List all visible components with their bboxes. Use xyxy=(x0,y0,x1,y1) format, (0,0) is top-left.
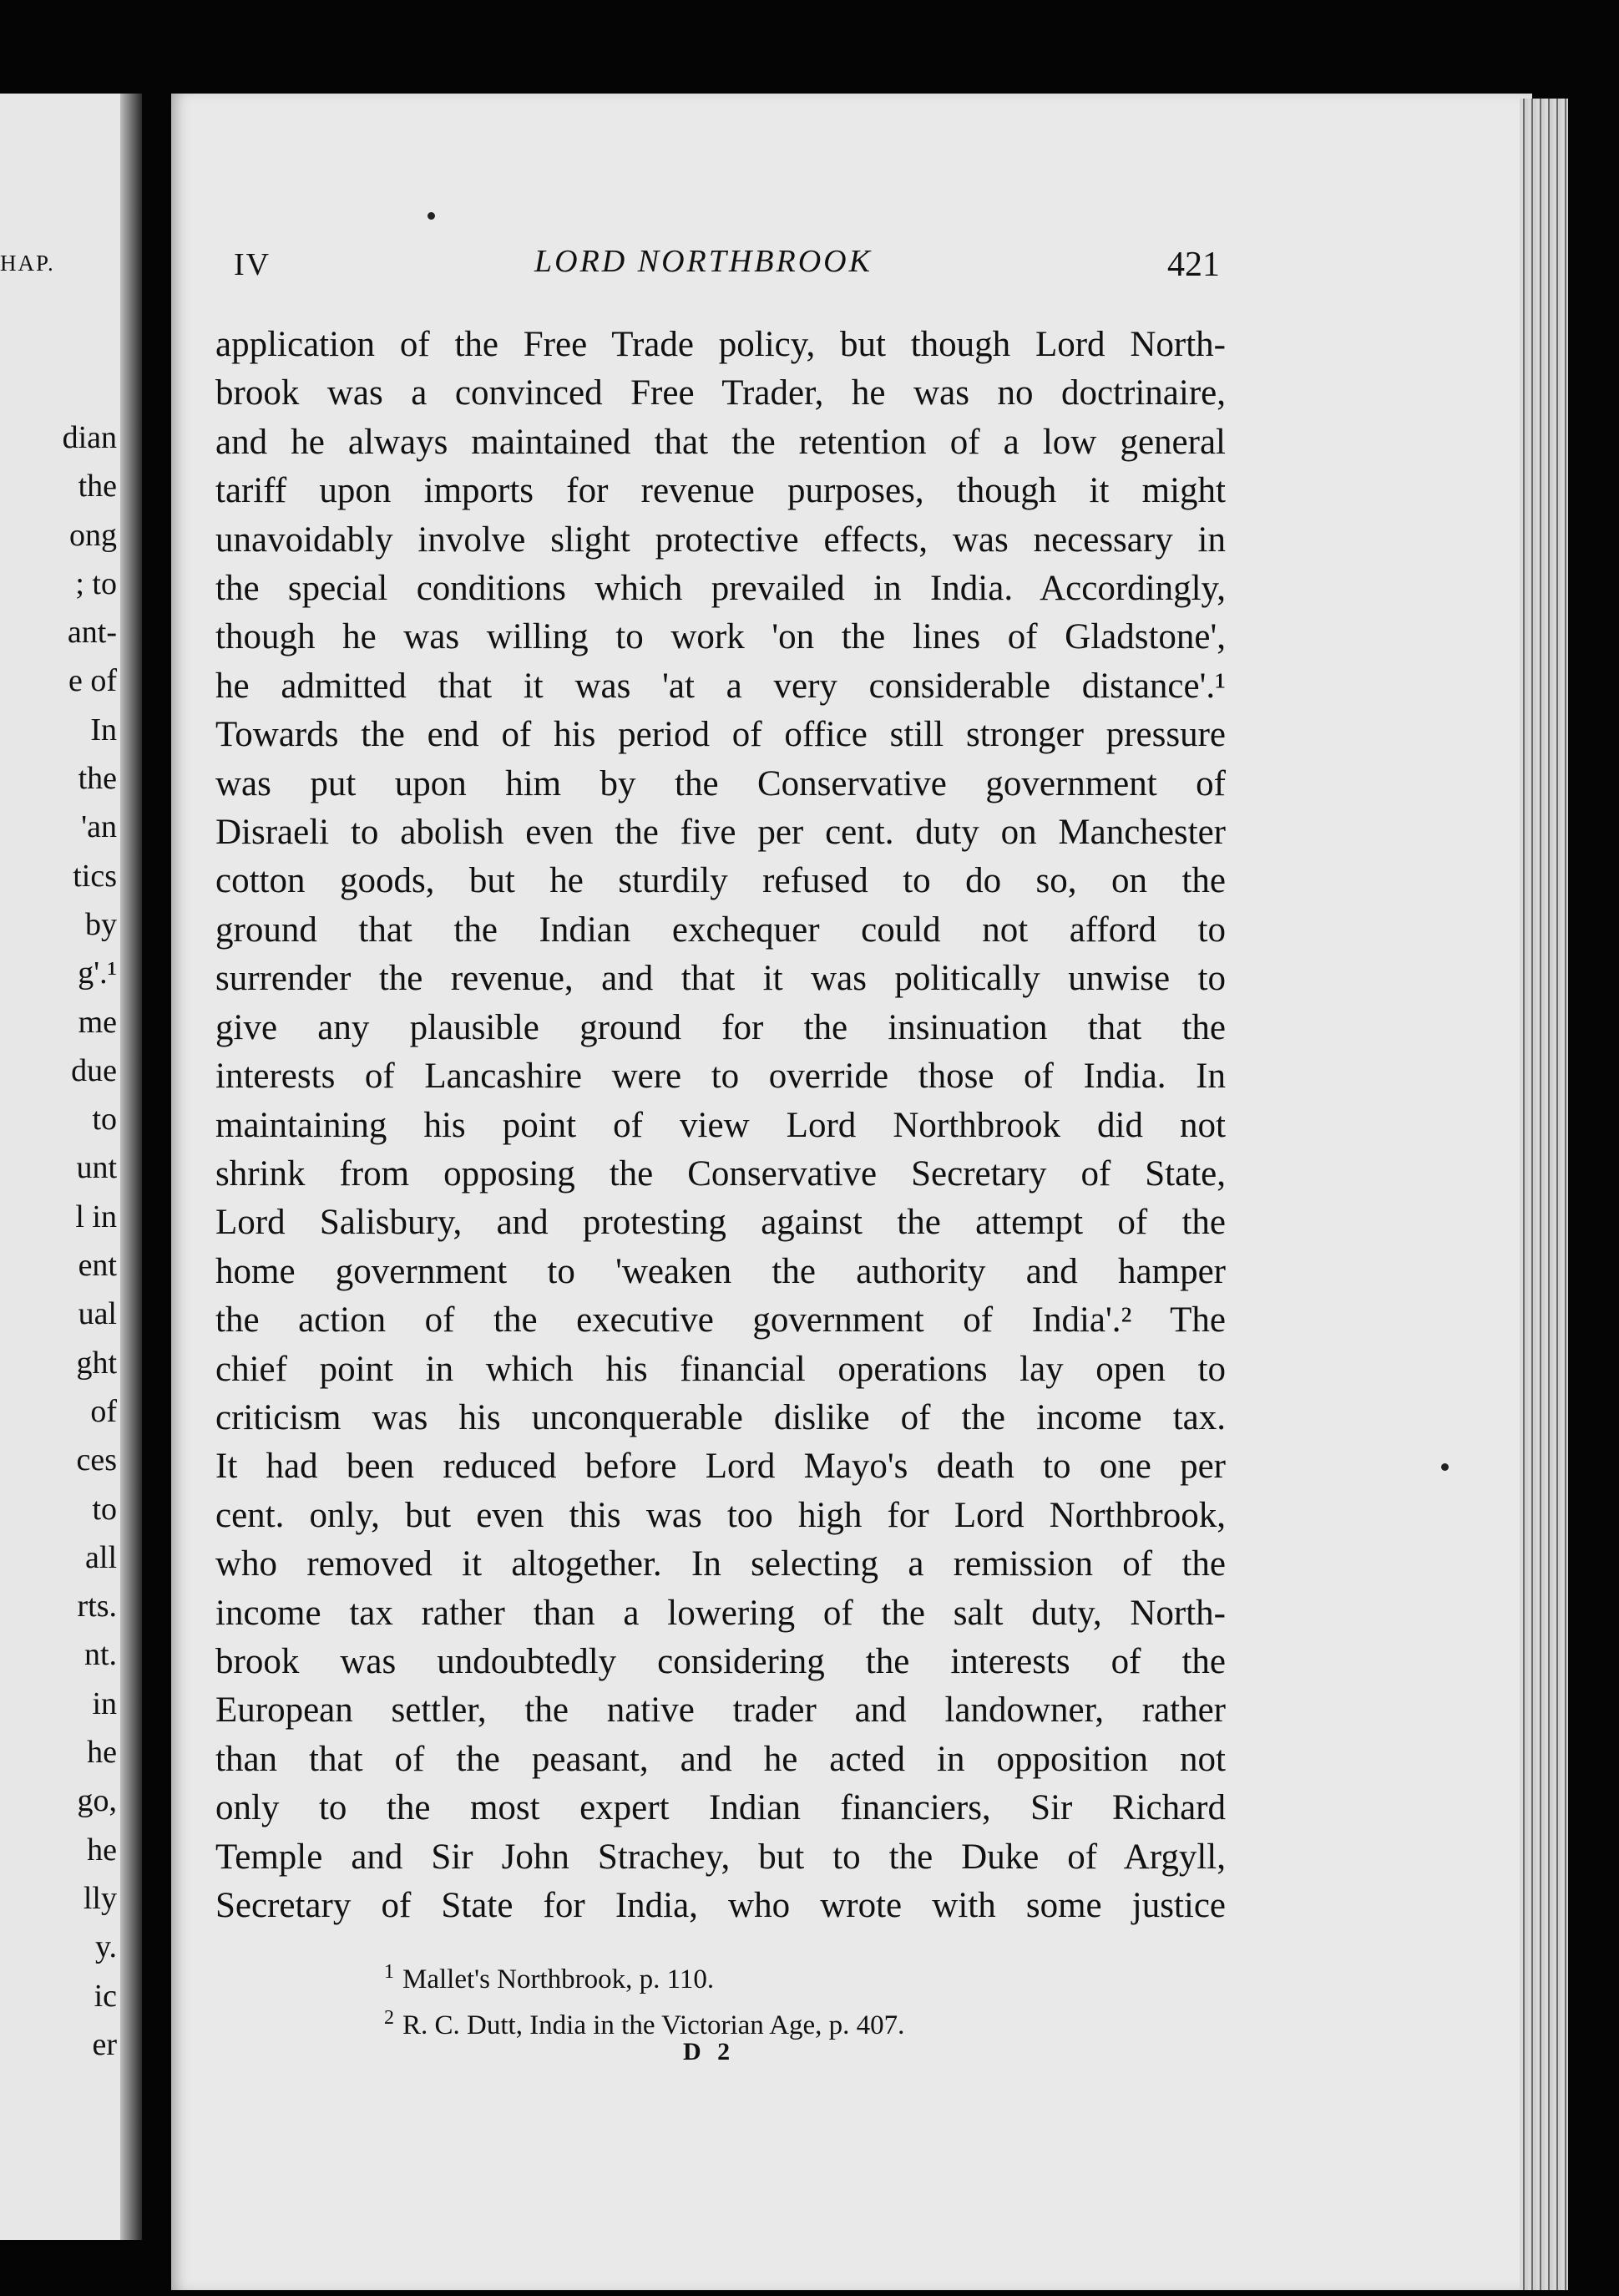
facing-page-line-fragment: 'an xyxy=(81,809,117,845)
facing-page-line-fragment: ong xyxy=(69,517,117,553)
text-line: chief point in which his financial operations lay open to xyxy=(215,1349,1226,1389)
facing-page-line-fragment: of xyxy=(90,1393,117,1429)
text-line: was put upon him by the Conservative government of xyxy=(215,763,1226,803)
footnote xyxy=(384,1999,1136,2045)
facing-page-line-fragment: dian xyxy=(62,420,117,455)
text-line: and he always maintained that the retention of a low general xyxy=(215,422,1226,462)
facing-page-line-fragment: ent xyxy=(78,1248,117,1284)
text-line: ground that the Indian exchequer could not afford to xyxy=(215,910,1226,950)
text-line: than that of the peasant, and he acted in opposition not xyxy=(215,1739,1226,1779)
text-line: unavoidably involve slight protective effects, was necessary in xyxy=(215,520,1226,560)
page-gutter-shadow xyxy=(120,94,142,2240)
text-line: cent. only, but even this was too high for Lord Northbrook, xyxy=(215,1495,1226,1535)
text-line: give any plausible ground for the insinuation that the xyxy=(215,1007,1226,1047)
footnote xyxy=(384,1953,1136,1999)
facing-page-line-fragment: the xyxy=(78,469,117,504)
facing-page-line-fragment: l in xyxy=(75,1199,117,1234)
text-line: Temple and Sir John Strachey, but to the Duke of Argyll, xyxy=(215,1837,1226,1877)
facing-page-line-fragment: me xyxy=(78,1004,117,1040)
text-line: Lord Salisbury, and protesting against the attempt of the xyxy=(215,1203,1226,1243)
signature-mark: D 2 xyxy=(683,2038,736,2065)
text-line: the special conditions which prevailed in India. Accordingly, xyxy=(215,569,1226,609)
facing-page-line-fragment: tics xyxy=(73,858,117,894)
facing-page-line-fragment: he xyxy=(87,1832,117,1868)
text-line: though he was willing to work 'on the lines of Gladstone', xyxy=(215,617,1226,657)
facing-page-line-fragment: ant- xyxy=(67,615,117,651)
text-line: who removed it altogether. In selecting a remission of the xyxy=(215,1544,1226,1584)
footnote-text: Mallet's Northbrook, p. 110. xyxy=(402,1964,715,1994)
text-line: application of the Free Trade policy, but though Lord North- xyxy=(215,325,1226,364)
text-line: surrender the revenue, and that it was politically unwise to xyxy=(215,959,1226,999)
facing-page-line-fragment: y. xyxy=(94,1929,117,1965)
facing-page-line-fragment: In xyxy=(90,712,117,748)
text-line: Towards the end of his period of office still stronger pressure xyxy=(215,715,1226,755)
facing-page-line-fragment: by xyxy=(85,906,117,942)
footnote-number: 1 xyxy=(384,1961,394,1983)
facing-page-line-fragment: go, xyxy=(77,1783,117,1819)
text-line: income tax rather than a lowering of the salt duty, North- xyxy=(215,1593,1226,1633)
text-line: he admitted that it was 'at a very considerable distance'.¹ xyxy=(215,666,1226,706)
facing-page-line-fragment: ; to xyxy=(75,565,117,601)
facing-page-line-fragment: e of xyxy=(68,663,117,699)
text-line: European settler, the native trader and landowner, rather xyxy=(215,1690,1226,1731)
facing-page-line-fragment: the xyxy=(78,761,117,797)
text-line: Secretary of State for India, who wrote with some justice xyxy=(215,1886,1226,1925)
chapter-number: IV xyxy=(234,247,271,282)
text-line: interests of Lancashire were to override those of India. In xyxy=(215,1057,1226,1097)
facing-page-line-fragment: to xyxy=(92,1102,117,1138)
footnotes xyxy=(384,1953,1136,2045)
text-line: Disraeli to abolish even the five per cent. duty on Manchester xyxy=(215,813,1226,853)
facing-page-running-head: HAP. xyxy=(0,251,55,276)
text-line: tariff upon imports for revenue purposes, though it might xyxy=(215,471,1226,511)
print-speck xyxy=(1441,1463,1449,1471)
running-head xyxy=(234,238,1236,288)
footnote-text: R. C. Dutt, India in the Victorian Age, p. 407. xyxy=(402,2010,905,2040)
facing-page-line-fragment: in xyxy=(92,1685,117,1721)
facing-page-line-fragment: lly xyxy=(83,1880,117,1916)
facing-page-line-fragment: to xyxy=(92,1491,117,1527)
facing-page-line-fragment: rts. xyxy=(77,1589,117,1624)
facing-page-line-fragment: all xyxy=(85,1539,117,1575)
facing-page-line-fragment: unt xyxy=(76,1150,117,1186)
text-line: cotton goods, but he sturdily refused to do so, on the xyxy=(215,861,1226,901)
text-line: only to the most expert Indian financiers, Sir Richard xyxy=(215,1788,1226,1828)
text-line: the action of the executive government of India'.² The xyxy=(215,1300,1226,1341)
text-line: criticism was his unconquerable dislike of the income tax. xyxy=(215,1397,1226,1437)
facing-page-left xyxy=(0,94,142,2240)
text-line: shrink from opposing the Conservative Secretary of State, xyxy=(215,1153,1226,1194)
text-line: maintaining his point of view Lord Northbrook did not xyxy=(215,1105,1226,1145)
facing-page-line-fragment: nt. xyxy=(83,1637,117,1673)
footnote-number: 2 xyxy=(384,2007,394,2029)
body-text xyxy=(215,321,1226,1930)
facing-page-line-fragment: ic xyxy=(94,1978,117,2014)
text-line: It had been reduced before Lord Mayo's death to one per xyxy=(215,1447,1226,1487)
facing-page-line-fragment: due xyxy=(71,1052,117,1088)
facing-page-line-fragment: ces xyxy=(76,1442,117,1478)
facing-page-line-endings xyxy=(0,413,117,2069)
facing-page-line-fragment: ual xyxy=(78,1296,117,1332)
page-stack-edge xyxy=(1520,99,1568,2290)
text-line: brook was a convinced Free Trader, he was no doctrinaire, xyxy=(215,373,1226,413)
facing-page-line-fragment: er xyxy=(92,2026,117,2062)
page-number: 421 xyxy=(1167,246,1220,284)
text-line: home government to 'weaken the authority and hamper xyxy=(215,1251,1226,1291)
print-speck xyxy=(428,212,435,220)
facing-page-line-fragment: he xyxy=(87,1735,117,1771)
running-title: LORD NORTHBROOK xyxy=(534,244,873,279)
facing-page-line-fragment: ght xyxy=(76,1345,117,1381)
text-line: brook was undoubtedly considering the interests of the xyxy=(215,1641,1226,1681)
facing-page-line-fragment: g'.¹ xyxy=(78,955,117,991)
